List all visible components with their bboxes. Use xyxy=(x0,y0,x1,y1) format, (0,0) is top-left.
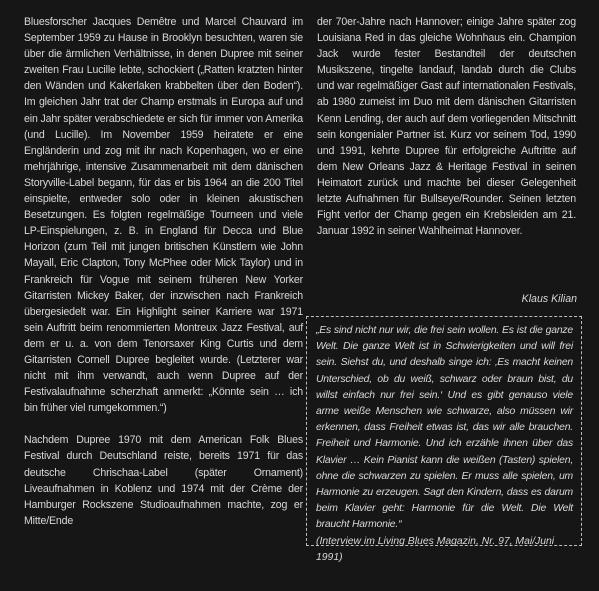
quote-box xyxy=(306,316,582,563)
left-text-column xyxy=(24,14,303,529)
right-paragraph-1: der 70er-Jahre nach Hannover; einige Jahre später zog Louisiana Red in das gleiche Wohnhaus ein. Champion Jack wurde fester Bestandteil der deutschen Musikszene, tingelte landauf, landab durch die Clubs und war regelmäßiger Gast auf internationalen Festivals, ab 1980 zumeist im Duo mit dem dänischen Gitarristen Kenn Lending, der auch auf dem vorliegenden Mitschnitt sein kongenialer Partner ist. Kurz vor seinem Tod, 1990 und 1991, kehrte Dupree für erfolgreiche Auftritte auf dem New Orleans Jazz & Heritage Festival in seinen Heimatort zurück und machte bei dieser Gelegenheit letzte Aufnahmen für Bullseye/Rounder. Seinen letzten Fight verlor der Champ gegen ein Krebsleiden am 21. Januar 1992 in seiner Wahlheimat Hannover. xyxy=(317,16,576,238)
author-signature: Klaus Kilian xyxy=(521,293,577,305)
right-text-column xyxy=(317,14,576,239)
quote-source: (Interview im Living Blues Magazin, Nr. 97, Mai/Juni 1991) xyxy=(316,535,555,563)
quote-text: „Es sind nicht nur wir, die frei sein wollen. Es ist die ganze Welt. Die ganze Welt ist in Schwierigkeiten und will frei sein. Siehst du, und deshalb singe ich: ‚Es macht keinen Unterschied, ob du weiß, schwarz oder braun bist, du willst einfach nur frei sein.‘ Und es gibt genauso viele arme weiße Menschen wie schwarze, also müssen wir erkennen, dass Freiheit etwas ist, das wir alle brauchen. Freiheit und Harmonie. Und ich erzähle ihnen über das Klavier … Kein Pianist kann die weißen (Tasten) spielen, ohne die schwarzen zu spielen. Er muss alle spielen, um Harmonie zu erzeugen. Sagt den Kindern, dass es darum beim Klavier geht: Harmonie für die Welt. Die Welt braucht Harmonie.“ xyxy=(316,325,573,531)
left-paragraph-1: Bluesforscher Jacques Demêtre und Marcel Chauvard im September 1959 zu Hause in Brooklyn besuchten, waren sie über die ärmlichen Verhältnisse, in denen Dupree mit seiner zweiten Frau Lucille lebte, schockiert („Ratten kratzten hinter den Wänden und Kakerlaken krabbelten über den Boden“). Im gleichen Jahr trat der Champ erstmals in Europa auf und ein Jahr später verabschiedete er sich für immer von Amerika (und Lucille). Im November 1959 heiratete er eine Engländerin und zog mit ihr nach Kopenhagen, wo er eine mehrjährige, intensive Zusammenarbeit mit dem dänischen Storyville-Label begann, für das er bis 1964 an die 200 Titel einspielte, entweder solo oder in kleinen akustischen Besetzungen. Es folgten regelmäßige Tourneen und viele LP-Einspielungen, z. B. in England für Decca und Blue Horizon (zum Teil mit jungen britischen Künstlern wie John Mayall, Eric Clapton, Tony McPhee oder Mick Taylor) und in Frankreich für Vogue mit seinem früheren New Yorker Gitarristen Mickey Baker, der inzwischen nach Frankreich übergesiedelt war. Ein Highlight seiner Karriere war 1971 sein Auftritt beim renommierten Montreux Jazz Festival, auf dem er u. a. von dem Tenorsaxer King Curtis und dem Gitarristen Cornell Dupree begleitet wurde. (Letzterer war nicht mit ihm verwandt, auch wenn Dupree auf der Festivalaufnahme scherzhaft anmerkt: „Könnte sein … ich bin früher viel rumgekommen.“) xyxy=(24,16,303,415)
left-paragraph-2: Nachdem Dupree 1970 mit dem American Folk Blues Festival durch Deutschland reiste, bereits 1971 für das deutsche Chrischaa-Label (später Ornament) Liveaufnahmen in Koblenz und 1974 mit der Crème der Hamburger Rockszene Studioaufnahmen machte, zog er Mitte/Ende xyxy=(24,434,303,527)
